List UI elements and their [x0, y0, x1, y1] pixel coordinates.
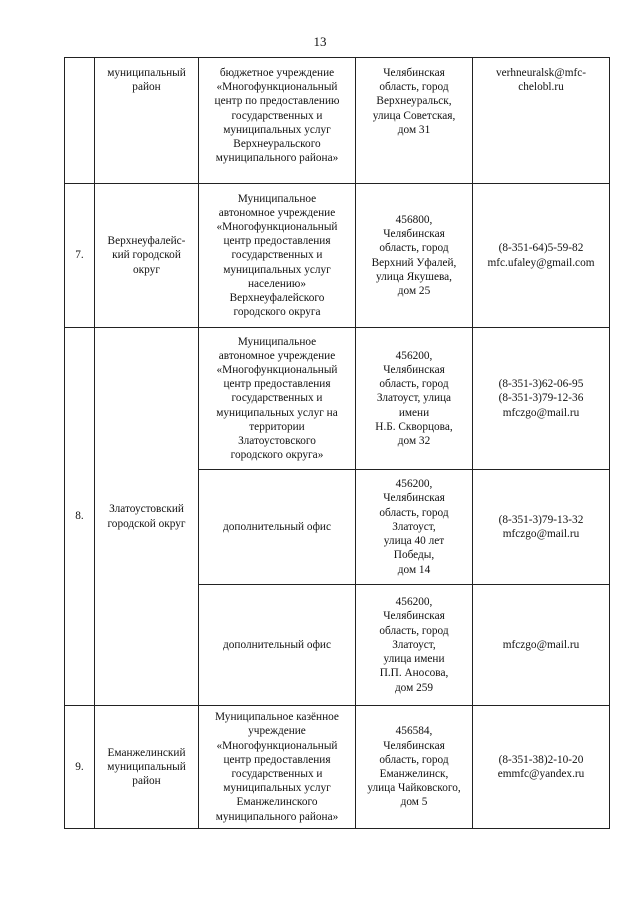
row-number [65, 58, 95, 184]
address: 456800, Челябинская область, город Верхний Уфалей, улица Якушева, дом 25 [356, 184, 473, 328]
municipality-name: Златоустовский городской округ [95, 328, 199, 706]
contacts: mfczgo@mail.ru [473, 585, 610, 706]
contacts: (8-351-3)79-13-32 mfczgo@mail.ru [473, 470, 610, 585]
organization-name: Муниципальное автономное учреждение «Многофункциональный центр предоставления государственных и муниципальных услуг на территории Златоустовского городского округа» [199, 328, 356, 470]
municipality-name: Еманжелинский муниципальный район [95, 706, 199, 829]
municipality-name: Верхнеуфалейс- кий городской округ [95, 184, 199, 328]
address: 456200, Челябинская область, город Златоуст, улица 40 лет Победы, дом 14 [356, 470, 473, 585]
table-row [65, 328, 610, 470]
table-row [65, 706, 610, 829]
contacts: (8-351-3)62-06-95 (8-351-3)79-12-36 mfczgo@mail.ru [473, 328, 610, 470]
table-row [65, 184, 610, 328]
organization-name: Муниципальное казённое учреждение «Многофункциональный центр предоставления государственных и муниципальных услуг Еманжелинского муниципального района» [199, 706, 356, 829]
organization-name: дополнительный офис [199, 470, 356, 585]
address: 456584, Челябинская область, город Еманжелинск, улица Чайковского, дом 5 [356, 706, 473, 829]
contacts: verhneuralsk@mfc- chelobl.ru [473, 58, 610, 184]
address: 456200, Челябинская область, город Златоуст, улица имени П.П. Аносова, дом 259 [356, 585, 473, 706]
row-number: 7. [65, 184, 95, 328]
mfc-table [64, 57, 610, 829]
organization-name: Муниципальное автономное учреждение «Многофункциональный центр предоставления государственных и муниципальных услуг населению» Верхнеуфалейского городского округа [199, 184, 356, 328]
organization-name: бюджетное учреждение «Многофункциональный центр по предоставлению государственных и муниципальных услуг Верхнеуральского муниципального района» [199, 58, 356, 184]
municipality-name: муниципальный район [95, 58, 199, 184]
address: 456200, Челябинская область, город Златоуст, улица имени Н.Б. Скворцова, дом 32 [356, 328, 473, 470]
row-number: 9. [65, 706, 95, 829]
table-row [65, 58, 610, 184]
organization-name: дополнительный офис [199, 585, 356, 706]
row-number: 8. [65, 328, 95, 706]
contacts: (8-351-38)2-10-20 emmfc@yandex.ru [473, 706, 610, 829]
contacts: (8-351-64)5-59-82 mfc.ufaley@gmail.com [473, 184, 610, 328]
page-number: 13 [313, 34, 327, 49]
address: Челябинская область, город Верхнеуральск, улица Советская, дом 31 [356, 58, 473, 184]
